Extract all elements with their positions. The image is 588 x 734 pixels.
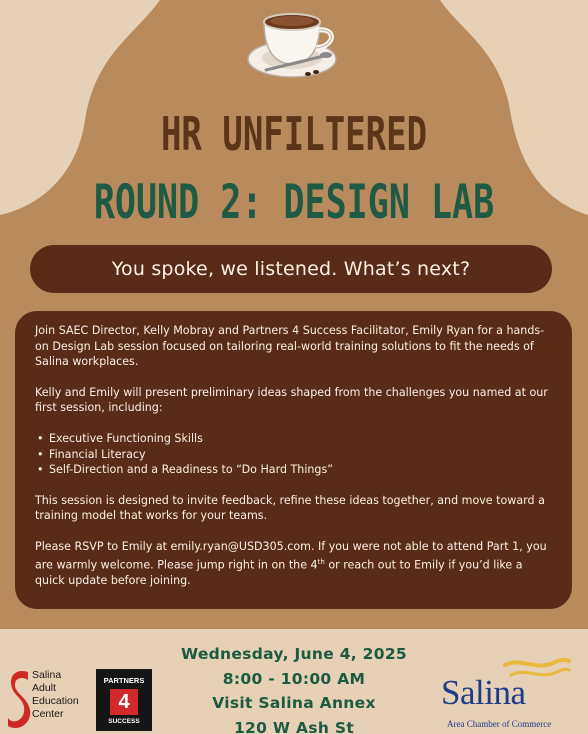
saec-logo (6, 666, 101, 730)
title-hr-unfiltered: HR UNFILTERED (160, 108, 428, 162)
tagline-text: You spoke, we listened. What’s next? (111, 258, 471, 280)
partners-4-success-logo (96, 669, 152, 731)
event-time: 8:00 - 10:00 AM (222, 669, 366, 688)
saec-line: Adult (32, 682, 56, 694)
event-date: Wednesday, June 4, 2025 (180, 645, 408, 663)
saec-logo-text (32, 669, 79, 721)
salina-chamber-logo (437, 655, 577, 733)
title-design-lab: ROUND 2: DESIGN LAB (93, 176, 495, 230)
saec-line: Center (32, 708, 64, 720)
rsvp-text-1: Please RSVP to Emily at emily.ryan@USD305.com. If you were not able to attend Part 1, you are warmly welcome. Please jump right in on the 4 (35, 539, 547, 572)
preview-paragraph: Kelly and Emily will present preliminary ideas shaped from the challenges you named at our first session, including: (35, 385, 548, 415)
list-item: • Financial Literacy (35, 447, 554, 463)
intro-paragraph: Join SAEC Director, Kelly Mobray and Partners 4 Success Facilitator, Emily Ryan for a hands-on Design Lab session focused on tailoring real-world training solutions to fit the needs of Salina workplaces. (35, 324, 545, 369)
list-item: • Executive Functioning Skills (35, 431, 554, 447)
partners-logo-number: 4 (110, 689, 138, 715)
tagline-banner (30, 245, 552, 293)
partners-logo-bottom: SUCCESS (108, 718, 140, 725)
saec-line: Salina (32, 669, 62, 681)
purpose-paragraph: This session is designed to invite feedback, refine these ideas together, and move toward a training model that works for your teams. (35, 493, 545, 523)
saec-s-logo-icon (6, 666, 32, 730)
event-venue: Visit Salina Annex (212, 694, 376, 712)
event-address: 120 W Ash St (233, 718, 355, 734)
coffee-cup-icon (246, 4, 338, 82)
footer (0, 629, 588, 734)
chamber-name: Salina (441, 673, 526, 712)
chamber-subtitle: Area Chamber of Commerce (447, 719, 552, 729)
rsvp-ordinal: th (317, 557, 325, 566)
rsvp-paragraph (35, 539, 554, 588)
list-item: • Self-Direction and a Readiness to “Do Hard Things” (35, 462, 554, 478)
description-box (15, 311, 572, 609)
partners-logo-top: PARTNERS (103, 676, 145, 685)
rsvp-text-2: or reach out to Emily if you’d like a quick update before joining. (35, 558, 523, 587)
saec-line: Education (32, 695, 79, 707)
topic-list (35, 431, 554, 478)
event-details (150, 642, 438, 734)
